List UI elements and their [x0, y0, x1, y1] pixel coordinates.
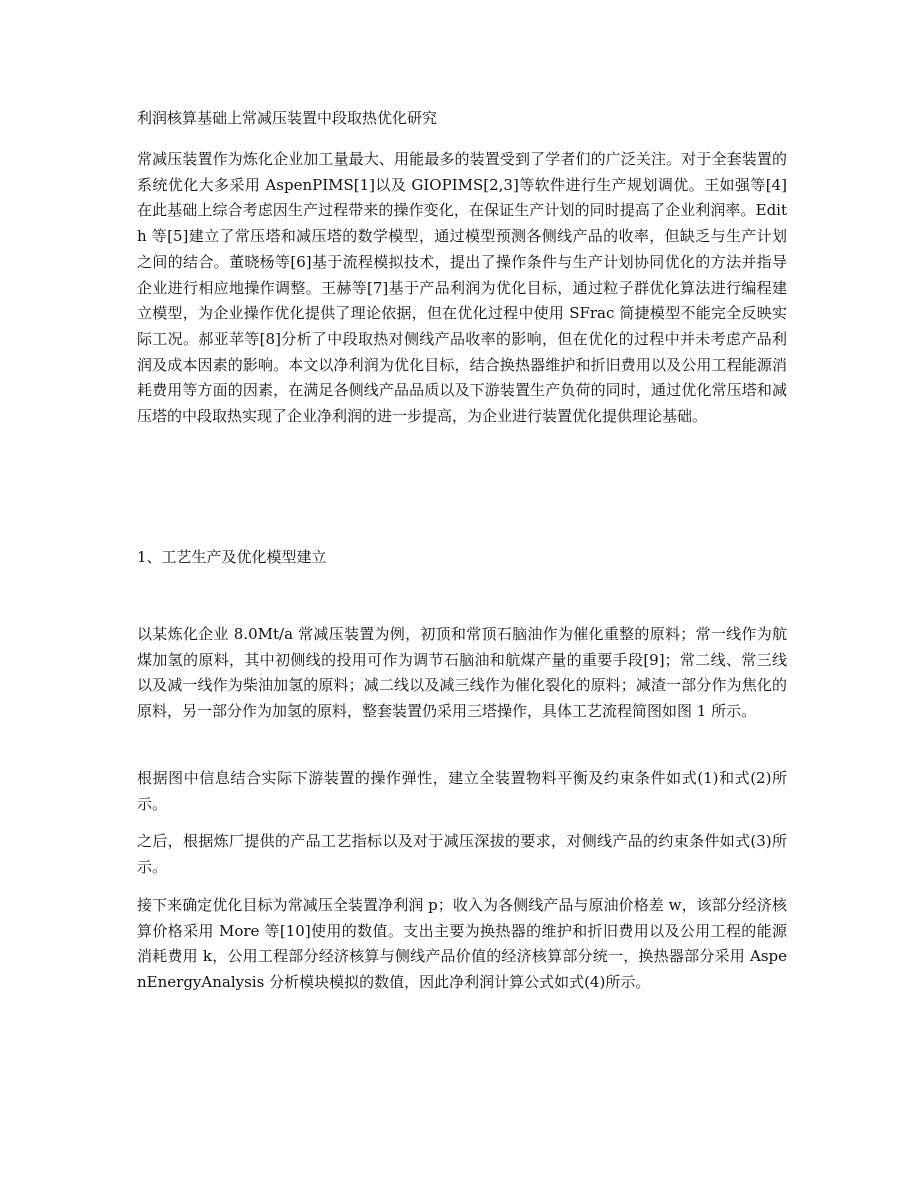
body-paragraph: 根据图中信息结合实际下游装置的操作弹性，建立全装置物料平衡及约束条件如式(1)和式(2)所示。	[137, 769, 787, 813]
document-title: 利润核算基础上常减压装置中段取热优化研究	[137, 109, 438, 127]
body-paragraph: 接下来确定优化目标为常减压全装置净利润 p；收入为各侧线产品与原油价格差 w，该部分经济核算价格采用 More 等[10]使用的数值。支出主要为换热器的维护和折旧费用以及公用工程的能源消耗费用 k，公用工程部分经济核算与侧线产品价值的经济核算部分统一，换热器部分采用 AspenEnergyAnalysis 分析模块模拟的数值，因此净利润计算公式如式(4)所示。	[137, 896, 787, 992]
section-heading: 1、工艺生产及优化模型建立	[137, 548, 327, 566]
body-paragraph: 之后，根据炼厂提供的产品工艺指标以及对于减压深拔的要求，对侧线产品的约束条件如式(3)所示。	[137, 832, 787, 876]
intro-paragraph: 常减压装置作为炼化企业加工量最大、用能最多的装置受到了学者们的广泛关注。对于全套装置的系统优化大多采用 AspenPIMS[1]以及 GIOPIMS[2,3]等软件进行生产规划调优。王如强等[4]在此基础上综合考虑因生产过程带来的操作变化，在保证生产计划的同时提高了企业利润率。Edith 等[5]建立了常压塔和减压塔的数学模型，通过模型预测各侧线产品的收率，但缺乏与生产计划之间的结合。董晓杨等[6]基于流程模拟技术，提出了操作条件与生产计划协同优化的方法并指导企业进行相应地操作调整。王赫等[7]基于产品利润为优化目标，通过粒子群优化算法进行编程建立模型，为企业操作优化提供了理论依据，但在优化过程中使用 SFrac 简捷模型不能完全反映实际工况。郝亚苹等[8]分析了中段取热对侧线产品收率的影响，但在优化的过程中并未考虑产品利润及成本因素的影响。本文以净利润为优化目标，结合换热器维护和折旧费用以及公用工程能源消耗费用等方面的因素，在满足各侧线产品品质以及下游装置生产负荷的同时，通过优化常压塔和减压塔的中段取热实现了企业净利润的进一步提高，为企业进行装置优化提供理论基础。	[137, 150, 787, 426]
body-paragraph: 以某炼化企业 8.0Mt/a 常减压装置为例，初顶和常顶石脑油作为催化重整的原料；常一线作为航煤加氢的原料，其中初侧线的投用可作为调节石脑油和航煤产量的重要手段[9]；常二线、常三线以及减一线作为柴油加氢的原料；减二线以及减三线作为催化裂化的原料；减渣一部分作为焦化的原料，另一部分作为加氢的原料，整套装置仍采用三塔操作，具体工艺流程简图如图 1 所示。	[137, 625, 787, 721]
